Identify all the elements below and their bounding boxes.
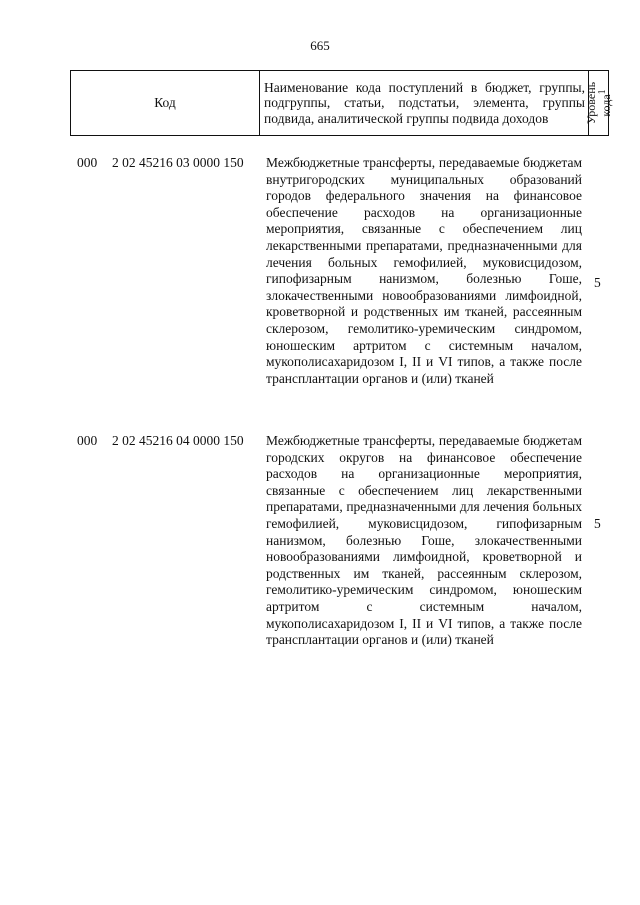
revenue-code: 2 02 45216 03 0000 150 xyxy=(112,155,244,170)
code-level: 5 xyxy=(594,516,601,531)
header-table xyxy=(70,70,613,136)
header-level-cell xyxy=(583,71,613,136)
revenue-name: Межбюджетные трансферты, передаваемые бюджетам внутригородских муниципальных образований городов федерального значения на финансовое обеспечение расходов на организационные мероприятия, связанные с обеспечением лиц лекарственными препаратами, предназначенными для лечения больных гемофилией, муковисцидозом, гипофизарным нанизмом, болезнью Гоше, злокачественными новообразованиями лимфоидной, кроветворной и родственных им тканей, рассеянным склерозом, гемолитико-уремическим синдромом, юношеским артритом с системным началом, мукополисахаридозом I, II и VI типов, а также после трансплантации органов и (или) тканей xyxy=(266,155,582,386)
admin-code: 000 xyxy=(77,433,98,448)
level-label-footnote: 1 xyxy=(596,89,608,95)
code-level: 5 xyxy=(594,275,601,290)
revenue-name: Межбюджетные трансферты, передаваемые бюджетам городских округов на финансовое обеспечение расходов на организационные мероприятия, связанные с обеспечением лиц лекарственными препаратами, предназначенными для лечения больных гемофилией, муковисцидозом, гипофизарным нанизмом, болезнью Гоше, злокачественными новообразованиями лимфоидной, кроветворной и родственных им тканей, рассеянным склерозом, гемолитико-уремическим синдромом, юношеским артритом с системным началом, мукополисахаридозом I, II и VI типов, а также после трансплантации органов и (или) тканей xyxy=(266,433,582,648)
admin-code: 000 xyxy=(77,155,98,170)
header-code-cell: Код xyxy=(71,71,260,136)
level-label-line1: Уровень xyxy=(583,81,598,125)
level-label-line2: кода xyxy=(598,94,613,117)
header-name-cell: Наименование кода поступлений в бюджет, группы, подгруппы, статьи, подстатьи, элемента, группы подвида, аналитической группы подвида доходов xyxy=(260,71,589,136)
header-level-label xyxy=(583,81,613,125)
page-number: 665 xyxy=(310,38,330,53)
revenue-code: 2 02 45216 04 0000 150 xyxy=(112,433,244,448)
